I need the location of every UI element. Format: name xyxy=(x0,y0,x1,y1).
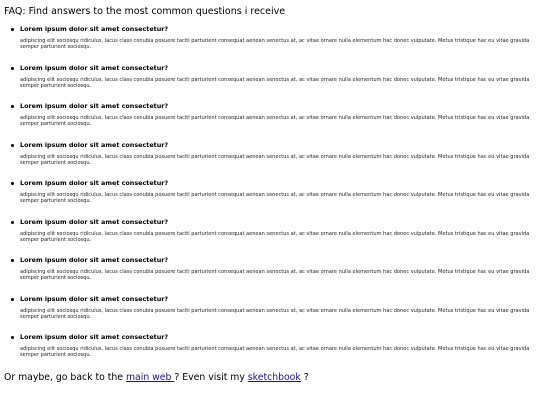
footer-prefix: Or maybe, go back to the xyxy=(4,371,126,383)
faq-item xyxy=(20,102,536,141)
faq-answer: adipiscing elit sociosqu ridiculus, lacus class conubia posuere taciti parturient consequat aenean senectus at, ac vitae ornare nulla elementum hac donec vulputate. Metus tristique hac eu vitae gravida semper parturient sociosqu. xyxy=(20,192,530,205)
faq-answer: adipiscing elit sociosqu ridiculus, lacus class conubia posuere taciti parturient consequat aenean senectus at, ac vitae ornare nulla elementum hac donec vulputate. Metus tristique hac eu vitae gravida semper parturient sociosqu. xyxy=(20,115,530,128)
faq-answer: adipiscing elit sociosqu ridiculus, lacus class conubia posuere taciti parturient consequat aenean senectus at, ac vitae ornare nulla elementum hac donec vulputate. Metus tristique hac eu vitae gravida semper parturient sociosqu. xyxy=(20,230,530,243)
faq-answer: adipiscing elit sociosqu ridiculus, lacus class conubia posuere taciti parturient consequat aenean senectus at, ac vitae ornare nulla elementum hac donec vulputate. Metus tristique hac eu vitae gravida semper parturient sociosqu. xyxy=(20,76,530,89)
footer-suffix: ? xyxy=(300,371,309,383)
faq-question: Lorem ipsum dolor sit amet consectetur? xyxy=(20,179,169,187)
bullet-icon xyxy=(11,105,14,108)
faq-answer: adipiscing elit sociosqu ridiculus, lacus class conubia posuere taciti parturient consequat aenean senectus at, ac vitae ornare nulla elementum hac donec vulputate. Metus tristique hac eu vitae gravida semper parturient sociosqu. xyxy=(20,38,530,51)
faq-question: Lorem ipsum dolor sit amet consectetur? xyxy=(20,294,169,303)
faq-item xyxy=(20,218,536,257)
faq-item xyxy=(20,25,536,64)
bullet-icon xyxy=(11,67,14,70)
faq-answer: adipiscing elit sociosqu ridiculus, lacus class conubia posuere taciti parturient consequat aenean senectus at, ac vitae ornare nulla elementum hac donec vulputate. Metus tristique hac eu vitae gravida semper parturient sociosqu. xyxy=(20,153,530,166)
faq-item xyxy=(20,64,536,103)
faq-question: Lorem ipsum dolor sit amet consectetur? xyxy=(20,256,169,264)
faq-answer: adipiscing elit sociosqu ridiculus, lacus class conubia posuere taciti parturient consequat aenean senectus at, ac vitae ornare nulla elementum hac donec vulputate. Metus tristique hac eu vitae gravida semper parturient sociosqu. xyxy=(20,307,530,320)
faq-item xyxy=(20,256,536,295)
bullet-icon xyxy=(11,144,14,147)
faq-list xyxy=(4,25,536,372)
faq-question: Lorem ipsum dolor sit amet consectetur? xyxy=(20,333,169,341)
faq-answer: adipiscing elit sociosqu ridiculus, lacus class conubia posuere taciti parturient consequat aenean senectus at, ac vitae ornare nulla elementum hac donec vulputate. Metus tristique hac eu vitae gravida semper parturient sociosqu. xyxy=(20,346,530,359)
bullet-icon xyxy=(11,221,14,224)
bullet-icon xyxy=(11,259,14,262)
bullet-icon xyxy=(11,298,14,301)
footer-line xyxy=(4,372,536,384)
faq-item xyxy=(20,295,536,334)
bullet-icon xyxy=(11,182,14,185)
faq-question: Lorem ipsum dolor sit amet consectetur? xyxy=(20,217,169,226)
faq-question: Lorem ipsum dolor sit amet consectetur? xyxy=(20,102,169,110)
main-web-link[interactable]: main web xyxy=(125,371,175,383)
faq-item xyxy=(20,141,536,180)
faq-question: Lorem ipsum dolor sit amet consectetur? xyxy=(20,140,169,149)
faq-question: Lorem ipsum dolor sit amet consectetur? xyxy=(20,25,169,33)
sketchbook-link[interactable]: sketchbook xyxy=(247,371,301,383)
faq-item xyxy=(20,179,536,218)
bullet-icon xyxy=(11,28,14,31)
page-title: FAQ: Find answers to the most common questions i receive xyxy=(4,6,286,17)
bullet-icon xyxy=(11,336,14,339)
faq-question: Lorem ipsum dolor sit amet consectetur? xyxy=(20,63,169,72)
faq-answer: adipiscing elit sociosqu ridiculus, lacus class conubia posuere taciti parturient consequat aenean senectus at, ac vitae ornare nulla elementum hac donec vulputate. Metus tristique hac eu vitae gravida semper parturient sociosqu. xyxy=(20,269,530,282)
faq-item xyxy=(20,333,536,372)
footer-middle: ? Even visit my xyxy=(174,371,248,383)
